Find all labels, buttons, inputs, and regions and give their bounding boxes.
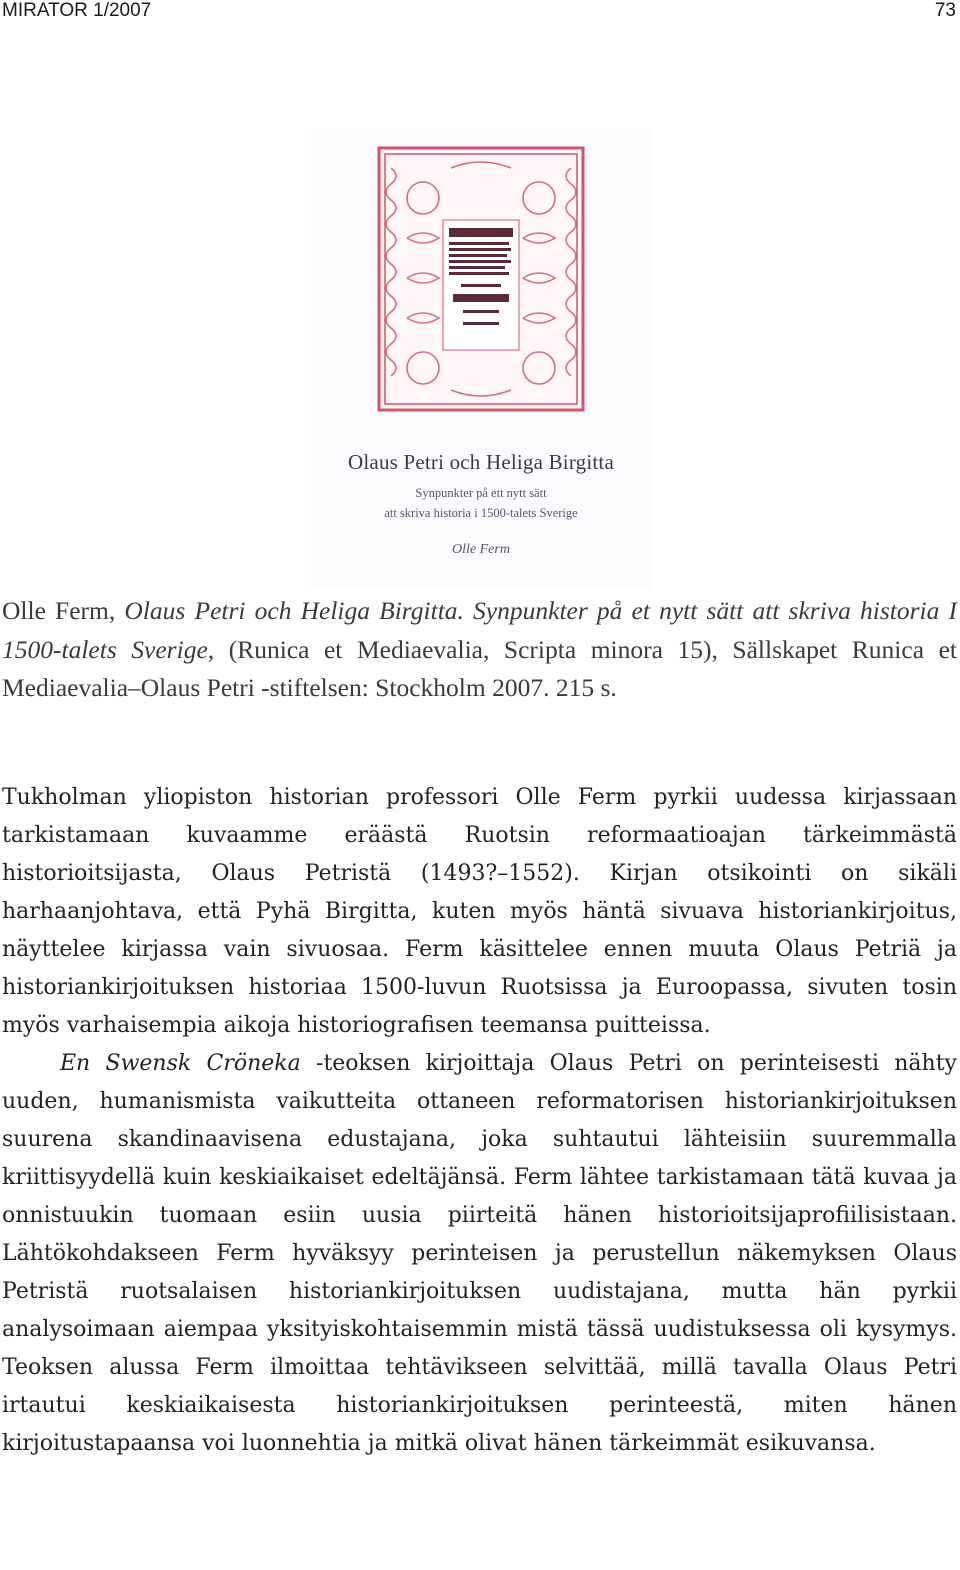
cover-title: Olaus Petri och Heliga Birgitta	[348, 450, 614, 474]
cover-author: Olle Ferm	[452, 542, 510, 557]
bibliographic-reference	[2, 592, 957, 708]
work-title: En Swensk Cröneka	[60, 1051, 301, 1076]
woodcut-title-frame	[311, 128, 651, 428]
book-cover-image	[311, 128, 651, 588]
bib-author: Olle Ferm,	[2, 596, 116, 625]
paragraph-2	[2, 1045, 957, 1463]
review-body	[2, 779, 957, 1463]
cover-subtitle-line-2: att skriva historia i 1500-talets Sverige	[384, 506, 578, 520]
paragraph-1: Tukholman yliopiston historian professori Olle Ferm pyrkii uudessa kirjassaan tarkistamaan kuvaamme eräästä Ruotsin reformaatioajan tärkeimmästä historioitsijasta, Olaus Petristä (1493?–1552). Kirjan otsikointi on sikäli harhaanjohtava, että Pyhä Birgitta, kuten myös häntä sivuava historiankirjoitus, näyttelee kirjassa vain sivuosaa. Ferm käsittelee ennen muuta Olaus Petriä ja historiankirjoituksen historiaa 1500-luvun Ruotsissa ja Euroopassa, sivuten tosin myös varhaisempia aikoja historiografisen teemansa puitteissa.	[2, 785, 957, 1038]
running-header	[0, 0, 960, 26]
bib-title: Olaus Petri och Heliga Birgitta. Synpunkter på et nytt sätt att skriva historia I 1500-talets Sverige,	[2, 596, 958, 664]
paragraph-2-text: -teoksen kirjoittaja Olaus Petri on perinteisesti nähty uuden, humanismista vaikutteita ottaneen reformatorisen historiankirjoituksen suurena skandinaavisena edustajana, joka suhtautui lähteisiin suuremmalla kriittisyydellä kuin keskiaikaiset edeltäjänsä. Ferm lähtee tarkistamaan tätä kuvaa ja onnistuukin tuomaan esiin uusia piirteitä hänen historioitsijaprofiilisistaan. Lähtökohdakseen Ferm hyväksyy perinteisen ja perustellun näkemyksen Olaus Petristä ruotsalaisen historiankirjoituksen uudistajana, mutta hän pyrkii analysoimaan aiempaa yksityiskohtaisemmin mistä tässä uudistuksessa oli kysymys. Teoksen alussa Ferm ilmoittaa tehtävikseen selvittää, millä tavalla Olaus Petri irtautui keskiaikaisesta historiankirjoituksen perinteestä, miten hänen kirjoitustapaansa voi luonnehtia ja mitkä olivat hänen tärkeimmät esikuvansa.	[2, 1051, 957, 1456]
bib-details: (Runica et Mediaevalia, Scripta minora 15), Sällskapet Runica et Mediaevalia–Olaus Petri -stiftelsen: Stockholm 2007. 215 s.	[2, 634, 957, 702]
cover-subtitle-line-1: Synpunkter på ett nytt sätt	[415, 486, 547, 500]
page-number: 73	[934, 0, 956, 21]
journal-name: MIRATOR 1/2007	[2, 0, 152, 21]
